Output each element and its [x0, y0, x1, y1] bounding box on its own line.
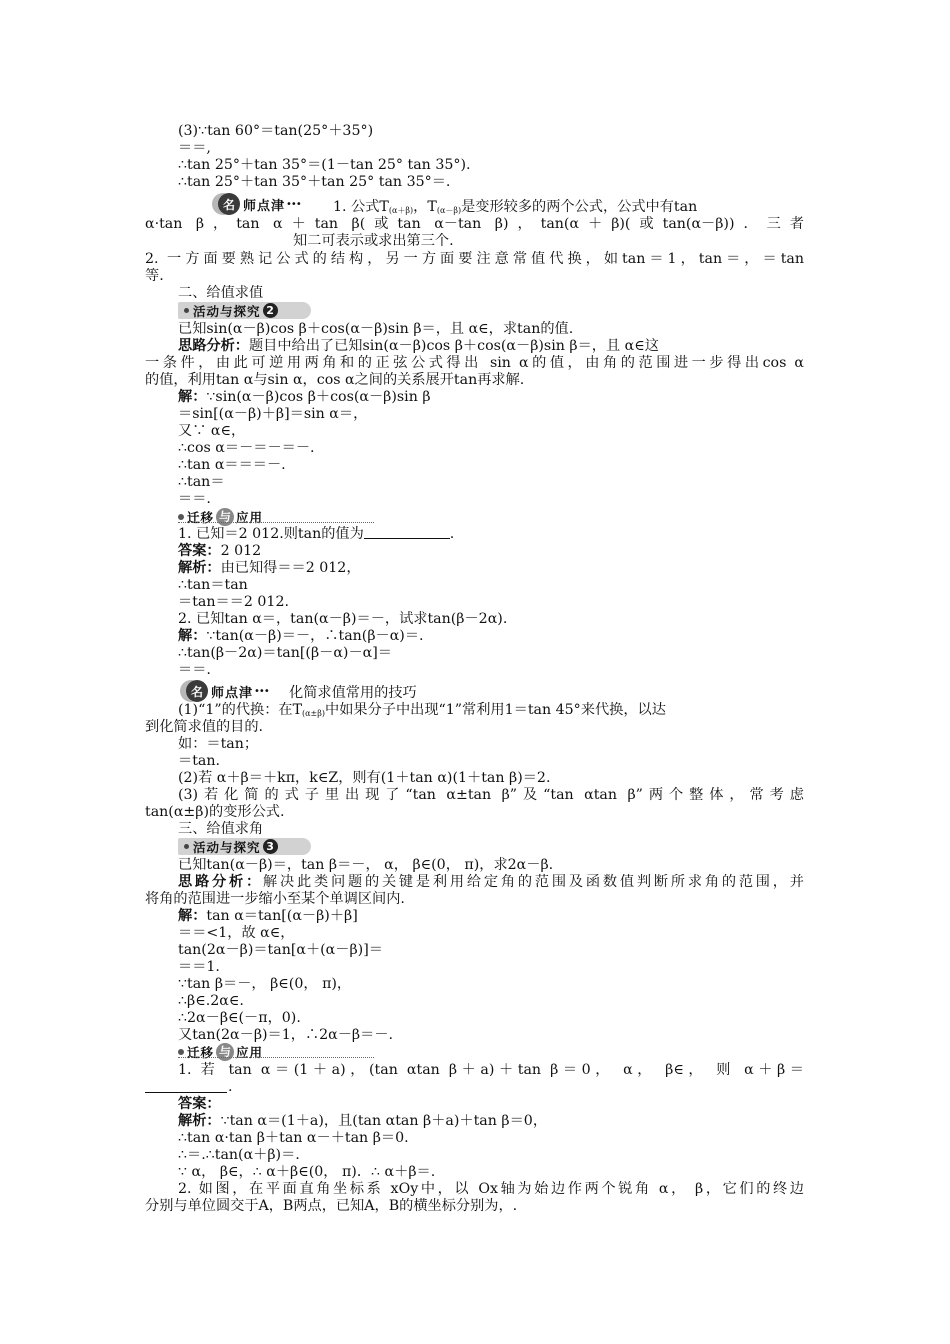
solution-line: ∴β∈.2α∈. — [178, 993, 244, 1009]
tip1-line: 1. 公式$T_{(\alpha+\beta)}$，$T_{(\alpha-\beta)}$是变形较多的两个公式，公式中有tan — [333, 199, 698, 215]
activity-number-badge: 2 — [263, 303, 278, 318]
yu-circle-icon: 与 — [216, 1043, 234, 1061]
teacher-badge-icon: 名 — [186, 680, 208, 702]
explanation-line: ∵ α， β∈，∴ α＋β∈(0， π)．∴ α＋β＝. — [178, 1164, 436, 1180]
solution-line: ＝sin[(α－β)＋β]＝sin α＝， — [178, 406, 368, 422]
activity-chip-3 — [178, 838, 311, 855]
answer-blank — [364, 526, 450, 539]
solution-line: tan(2α－β)＝tan[α＋(α－β)]＝ — [178, 942, 383, 958]
question-end: . — [228, 1079, 233, 1095]
text-line: (3)∵tan 60°＝tan(25°＋35°) — [178, 123, 374, 139]
tip-line: (2)若 α＋β＝＋kπ，k∈Z，则有(1＋tan α)(1＋tan β)＝2. — [178, 770, 551, 786]
solution-line: ＝＝1. — [178, 959, 220, 975]
divider — [178, 522, 374, 523]
text-line: 知二可表示或求出第三个. — [293, 233, 454, 249]
activity-number-badge: 3 — [263, 839, 278, 854]
solution-line: ∴tan(β－2α)＝tan[(β－α)－α]＝ — [178, 645, 392, 661]
divider — [178, 1057, 374, 1058]
solution-line: 又∵ α∈， — [178, 423, 246, 439]
teacher-tip-label: 师点津 — [211, 685, 254, 701]
section-heading: 三、给值求角 — [178, 821, 264, 837]
explanation-line: ∴tan α·tan β＋tan α－＋tan β＝0. — [178, 1130, 409, 1146]
text-line: ＝＝, — [178, 140, 211, 156]
migrate-apply-chip: 迁移 与 应用 — [178, 1043, 263, 1060]
analysis-line: 一条件，由此可逆用两角和的正弦公式得出 sin α的值，由角的范围进一步得出cos α — [145, 355, 804, 371]
solution-line: 解：tan α＝tan[(α－β)＋β] — [178, 908, 358, 924]
answer-line: 答案：2 012 — [178, 543, 262, 559]
explanation-line: 解析：∵tan α＝(1＋a)，且(tan αtan β＋a)＋tan β＝0， — [178, 1113, 548, 1129]
teacher-tip-badge — [186, 681, 269, 701]
tip-line: tan(α±β)的变形公式. — [145, 804, 285, 820]
solution-line: ＝＝. — [178, 662, 211, 678]
teacher-tip-label: 师点津 — [243, 198, 286, 214]
tip-line: (3)若化简的式子里出现了“tan α±tan β”及“tan αtan β”两个整体，常考虑 — [178, 787, 804, 803]
solution-line: ∴tan α＝＝＝－. — [178, 457, 286, 473]
explanation-line: ∴＝.∴tan(α＋β)＝. — [178, 1147, 300, 1163]
solution-line: 解：∵sin(α－β)cos β＋cos(α－β)sin β — [178, 389, 431, 405]
solution-line: 解：∵tan(α－β)＝－，∴tan(β－α)＝. — [178, 628, 424, 644]
activity-chip-2 — [178, 302, 311, 319]
explanation-line: ∴tan＝tan — [178, 577, 248, 593]
answer-blank — [145, 1092, 227, 1093]
practice-question: 分别与单位圆交于A，B两点，已知A，B的横坐标分别为，. — [145, 1198, 518, 1214]
bullet-icon — [178, 1049, 184, 1055]
teacher-tip-badge — [218, 194, 301, 214]
bullet-icon — [184, 844, 189, 849]
question-text: 已知tan(α－β)＝，tan β＝－， α， β∈(0， π)，求2α－β. — [178, 857, 554, 873]
question-text: 已知sin(α－β)cos β＋cos(α－β)sin β＝，且 α∈，求tan的值. — [178, 321, 574, 337]
bullet-icon — [178, 514, 184, 520]
analysis-line: 思路分析：题目中给出了已知sin(α－β)cos β＋cos(α－β)sin β＝，且 α∈这 — [178, 338, 659, 354]
dots-icon: ••• — [286, 198, 301, 210]
solution-line: ∴cos α＝－＝－＝－. — [178, 440, 315, 456]
explanation-line: ＝tan＝＝2 012. — [178, 594, 289, 610]
practice-question: 1. 若 tan α＝(1＋a)，(tan αtan β＋a)＋tan β＝0， α， β∈， 则 α＋β＝ — [178, 1062, 804, 1078]
tip-line: ＝tan. — [178, 753, 220, 769]
solution-line: ∵tan β＝－， β∈(0， π)， — [178, 976, 352, 992]
solution-line: ＝＝<1，故 α∈， — [178, 925, 295, 941]
practice-question: 1. 已知＝2 012.则tan的值为 . — [178, 526, 455, 542]
tip-line: 到化简求值的目的. — [145, 719, 264, 735]
solution-line: 又tan(2α－β)＝1，∴2α－β＝－. — [178, 1027, 394, 1043]
text-line: ∴tan 25°＋tan 35°＋tan 25° tan 35°＝. — [178, 174, 451, 190]
tip-title: 化简求值常用的技巧 — [289, 685, 417, 701]
solution-line: ∴tan＝ — [178, 474, 225, 490]
tip-line: 如：＝tan； — [178, 736, 259, 752]
migrate-apply-chip: 迁移 与 应用 — [178, 508, 263, 525]
text-line: 2. 一方面要熟记公式的结构，另一方面要注意常值代换，如tan＝1，tan＝，＝tan — [145, 251, 804, 267]
bullet-icon — [184, 308, 189, 313]
solution-line: ＝＝. — [178, 491, 211, 507]
analysis-line: 将角的范围进一步缩小至某个单调区间内. — [145, 891, 405, 907]
explanation-line: 解析：由已知得＝＝2 012， — [178, 560, 361, 576]
activity-label: 活动与探究 — [193, 839, 261, 855]
practice-question: 2. 如图，在平面直角坐标系 xOy中，以 Ox轴为始边作两个锐角 α， β，它们的终边 — [178, 1181, 804, 1197]
analysis-line: 思路分析：解决此类问题的关键是利用给定角的范围及函数值判断所求角的范围，并 — [178, 874, 804, 890]
text-line: 等. — [145, 268, 164, 284]
solution-line: ∴2α－β∈(－π，0). — [178, 1010, 301, 1026]
dots-icon: ••• — [254, 685, 269, 697]
text-line: α·tan β，tan α＋tan β(或tan α－tan β)，tan(α＋β)(或tan(α－β))．三者 — [145, 216, 804, 232]
section-heading: 二、给值求值 — [178, 285, 264, 301]
activity-label: 活动与探究 — [193, 303, 261, 319]
text-line: ∴tan 25°＋tan 35°＝(1－tan 25° tan 35°). — [178, 157, 471, 173]
practice-question: 2. 已知tan α＝，tan(α－β)＝－，试求tan(β－2α). — [178, 611, 508, 627]
analysis-line: 的值，利用tan α与sin α，cos α之间的关系展开tan再求解. — [145, 372, 525, 388]
yu-circle-icon: 与 — [216, 508, 234, 526]
answer-line: 答案： — [178, 1096, 221, 1112]
teacher-badge-icon: 名 — [218, 193, 240, 215]
tip-line: (1)“1”的代换：在$T_{(\alpha\pm\beta)}$中如果分子中出现“1”常利用1＝tan 45°来代换，以达 — [178, 702, 666, 718]
